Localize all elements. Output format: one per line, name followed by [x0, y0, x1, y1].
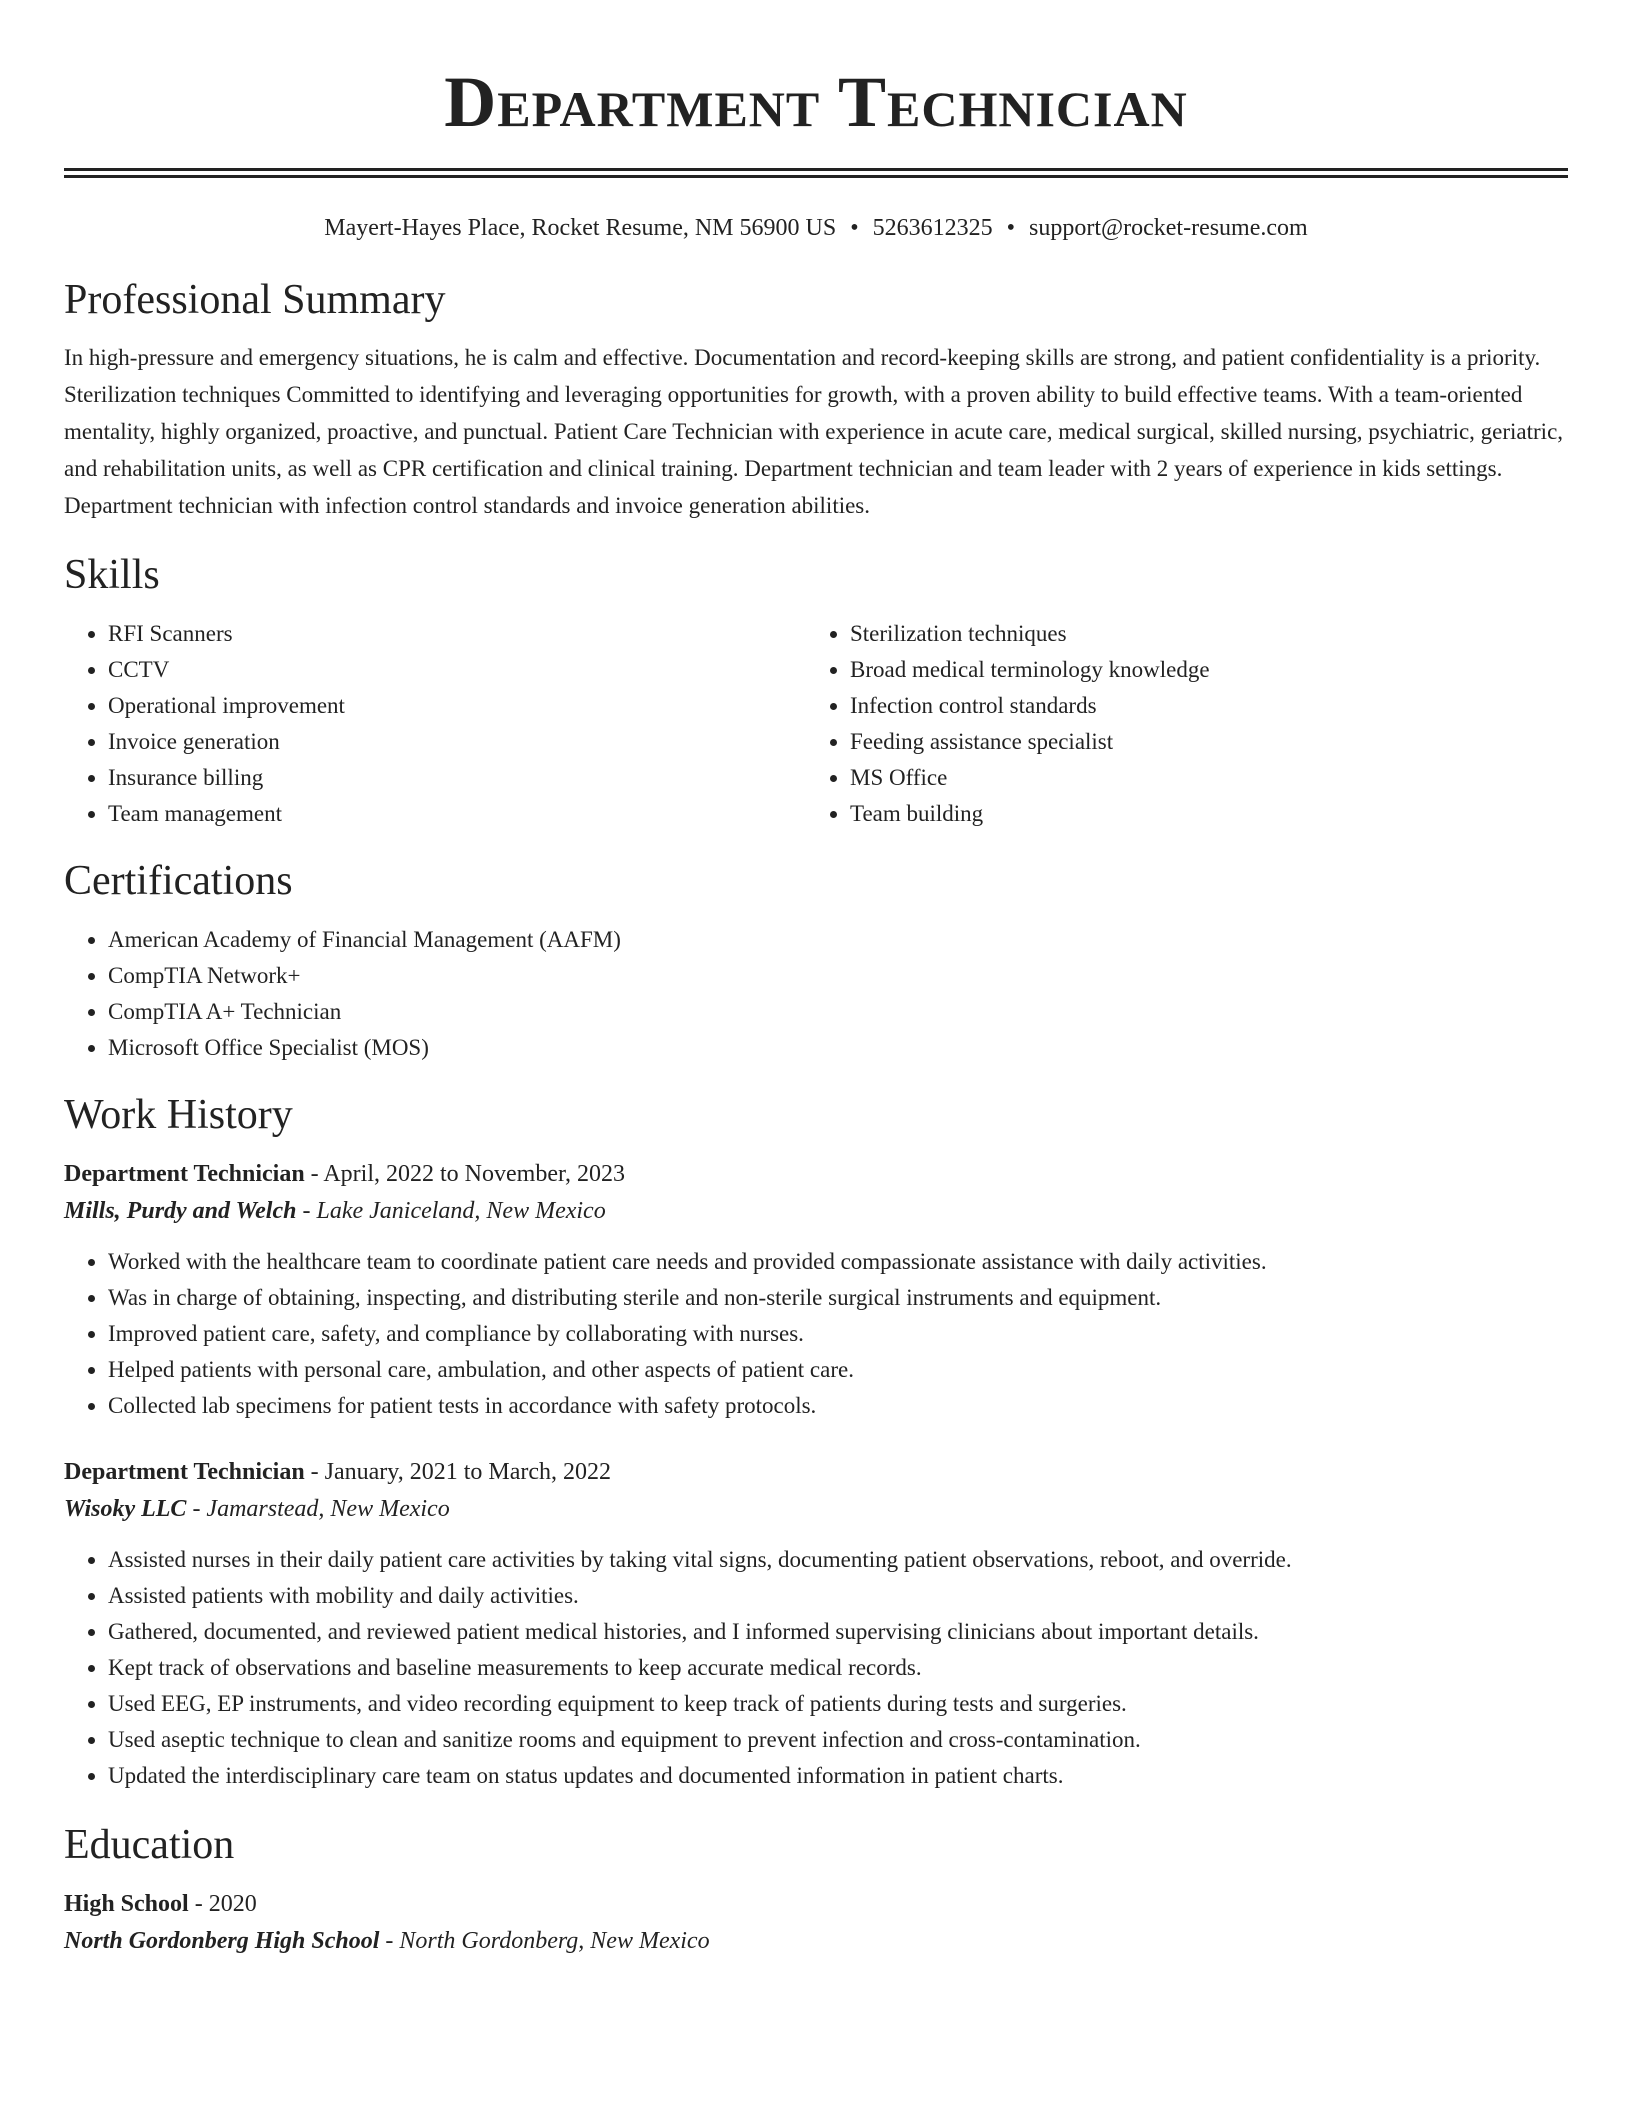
skill-item: • RFI Scanners — [108, 616, 806, 652]
skill-item: • MS Office — [850, 760, 1548, 796]
skill-item: • Broad medical terminology knowledge — [850, 652, 1548, 688]
contact-phone: 5263612325 — [872, 215, 993, 241]
job-dates: - January, 2021 to March, 2022 — [304, 1459, 612, 1485]
skills-heading: Skills — [64, 552, 160, 598]
job-duty-item: • Used aseptic technique to clean and sanitize rooms and equipment to prevent infection and cross-contamination. — [108, 1722, 1568, 1758]
graduation-year: - 2020 — [188, 1891, 257, 1917]
job-duty-item: • Updated the interdisciplinary care team on status updates and documented information in patient charts. — [108, 1758, 1568, 1794]
employer-location: - Jamarstead, New Mexico — [186, 1496, 450, 1522]
certification-item: • Microsoft Office Specialist (MOS) — [108, 1030, 1568, 1066]
school-name: North Gordonberg High School — [64, 1928, 380, 1954]
job-duty-item: • Was in charge of obtaining, inspecting, and distributing sterile and non-sterile surgical instruments and equipment. — [108, 1280, 1568, 1316]
skill-item: • Invoice generation — [108, 724, 806, 760]
skill-item: • Insurance billing — [108, 760, 806, 796]
job-duty-item: • Used EEG, EP instruments, and video recording equipment to keep track of patients during tests and surgeries. — [108, 1686, 1568, 1722]
certification-item: • CompTIA A+ Technician — [108, 994, 1568, 1030]
skills-list — [64, 616, 1568, 832]
job-title-line — [64, 1454, 1568, 1490]
certification-item: • CompTIA Network+ — [108, 958, 1568, 994]
skills-column-left — [64, 616, 806, 832]
school-line — [64, 1922, 1568, 1960]
education-entry — [64, 1886, 1568, 1960]
school-location: - North Gordonberg, New Mexico — [379, 1928, 710, 1954]
employer-line — [64, 1192, 1568, 1230]
skill-item: • Feeding assistance specialist — [850, 724, 1548, 760]
job-duty-item: • Improved patient care, safety, and compliance by collaborating with nurses. — [108, 1316, 1568, 1352]
contact-line — [64, 211, 1568, 245]
job-title: Department Technician — [64, 1161, 305, 1187]
job-duty-item: • Gathered, documented, and reviewed patient medical histories, and I informed supervising clinicians about important details. — [108, 1614, 1568, 1650]
skills-column-right — [806, 616, 1548, 832]
job-title: Department Technician — [64, 1459, 305, 1485]
job-duty-item: • Worked with the healthcare team to coordinate patient care needs and provided compassionate assistance with daily activities. — [108, 1244, 1568, 1280]
job-dates: - April, 2022 to November, 2023 — [304, 1161, 626, 1187]
job-duty-item: • Assisted patients with mobility and daily activities. — [108, 1578, 1568, 1614]
skill-item: • Team building — [850, 796, 1548, 832]
header-divider — [64, 168, 1568, 178]
skill-item: • Operational improvement — [108, 688, 806, 724]
job-title-line — [64, 1156, 1568, 1192]
candidate-name: Department Technician — [444, 62, 1188, 142]
education-heading: Education — [64, 1822, 235, 1868]
degree-line — [64, 1886, 1568, 1922]
skill-item: • Sterilization techniques — [850, 616, 1548, 652]
job-duty-item: • Assisted nurses in their daily patient care activities by taking vital signs, documenting patient observations, reboot, and override. — [108, 1542, 1568, 1578]
contact-separator: • — [850, 215, 859, 241]
certifications-heading: Certifications — [64, 858, 293, 904]
certifications-list — [64, 922, 1568, 1066]
employer-location: - Lake Janiceland, New Mexico — [296, 1198, 606, 1224]
employer-name: Mills, Purdy and Welch — [64, 1198, 297, 1224]
employer-name: Wisoky LLC — [64, 1496, 187, 1522]
contact-email: support@rocket-resume.com — [1029, 215, 1308, 241]
job-duty-item: • Kept track of observations and baseline measurements to keep accurate medical records. — [108, 1650, 1568, 1686]
skill-item: • Infection control standards — [850, 688, 1548, 724]
summary-heading: Professional Summary — [64, 277, 446, 323]
skill-item: • Team management — [108, 796, 806, 832]
job-duties-list — [64, 1244, 1568, 1424]
summary-text: In high-pressure and emergency situations, he is calm and effective. Documentation and record-keeping skills are strong, and patient confidentiality is a priority. Sterilization techniques Committed to identifying and leveraging opportunities for growth, with a proven ability to build effective teams. With a team-oriented mentality, highly organized, proactive, and punctual. Patient Care Technician with experience in acute care, medical surgical, skilled nursing, psychiatric, geriatric, and rehabilitation units, as well as CPR certification and clinical training. Department technician and team leader with 2 years of experience in kids settings. Department technician with infection control standards and invoice generation abilities. — [64, 345, 1564, 518]
work-history-heading: Work History — [64, 1092, 293, 1138]
degree-name: High School — [64, 1891, 189, 1917]
contact-separator: • — [1006, 215, 1016, 241]
job-duty-item: • Helped patients with personal care, ambulation, and other aspects of patient care. — [108, 1352, 1568, 1388]
job-duty-item: • Collected lab specimens for patient tests in accordance with safety protocols. — [108, 1388, 1568, 1424]
job-entry — [64, 1156, 1568, 1424]
contact-address: Mayert-Hayes Place, Rocket Resume, NM 56900 US — [324, 215, 837, 241]
job-entry — [64, 1454, 1568, 1794]
skill-item: • CCTV — [108, 652, 806, 688]
certification-item: • American Academy of Financial Management (AAFM) — [108, 922, 1568, 958]
job-duties-list — [64, 1542, 1568, 1794]
employer-line — [64, 1490, 1568, 1528]
